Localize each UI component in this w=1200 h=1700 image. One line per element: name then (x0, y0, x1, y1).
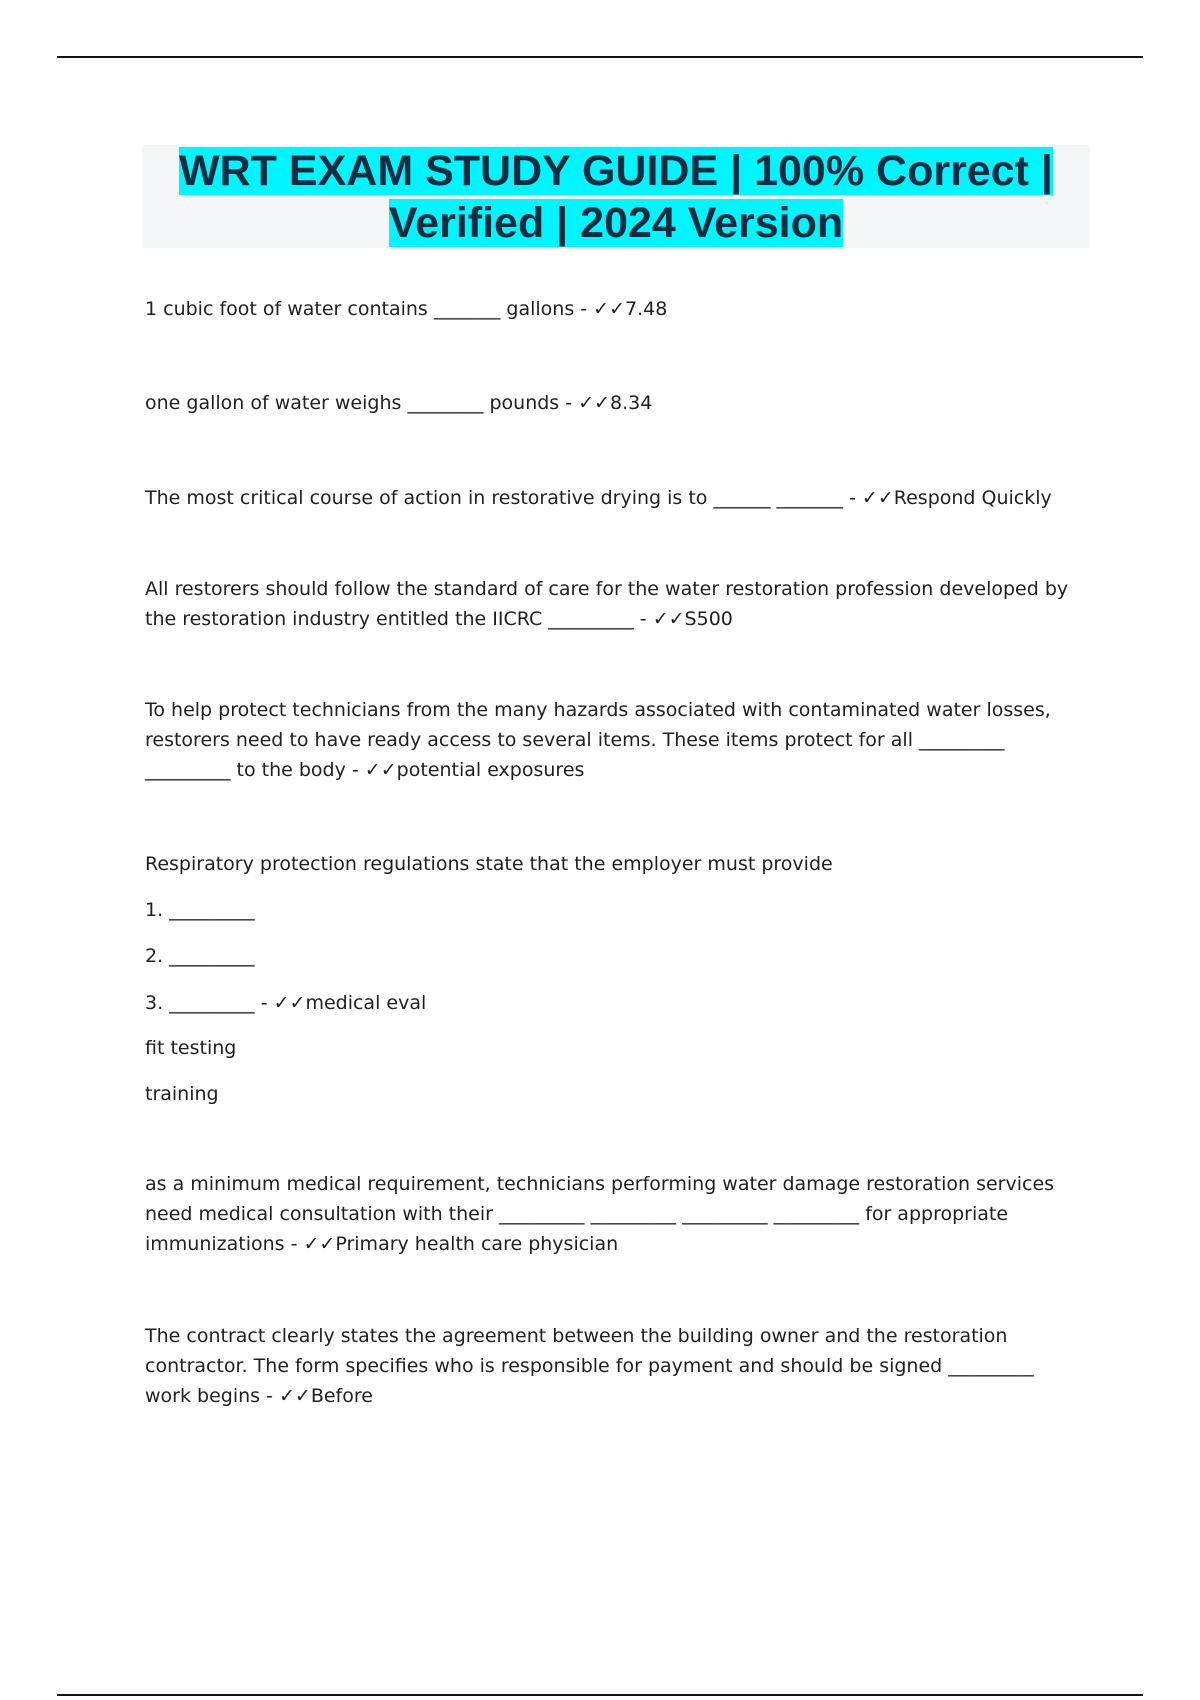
respiratory-line-1: 1. _________ (145, 899, 255, 921)
respiratory-line-5: training (145, 1083, 219, 1105)
question-protection-items: To help protect technicians from the many hazards associated with contaminated water losses, restorers need to have ready access to several items. These items protect for all _________ _________ to the body - ✓✓potential exposures (145, 699, 1051, 781)
question-iicrc-standard: All restorers should follow the standard of care for the water restoration profession developed by the restoration industry entitled the IICRC _________ - ✓✓S500 (145, 578, 1069, 630)
respiratory-line-2: 2. _________ (145, 945, 255, 967)
question-contract-signing: The contract clearly states the agreement between the building owner and the restoration contractor. The form specifies who is responsible for payment and should be signed _________ work begins - ✓✓Before (145, 1325, 1034, 1407)
question-critical-action: The most critical course of action in restorative drying is to ______ _______ - ✓✓Respond Quickly (145, 487, 1052, 509)
question-medical-consultation: as a minimum medical requirement, technicians performing water damage restoration services need medical consultation with their _________ _________ _________ _________ for appropriate immunizations - ✓✓Primary health care physician (145, 1173, 1055, 1255)
question-respiratory-intro: Respiratory protection regulations state that the employer must provide (145, 853, 833, 875)
header-rule (57, 56, 1143, 58)
question-cubic-foot: 1 cubic foot of water contains _______ gallons - ✓✓7.48 (145, 298, 668, 320)
footer-rule (57, 1694, 1143, 1696)
respiratory-line-4: fit testing (145, 1037, 237, 1059)
respiratory-line-3: 3. _________ - ✓✓medical eval (145, 992, 427, 1014)
title-banner (142, 145, 1090, 248)
question-gallon-weight: one gallon of water weighs ________ pounds - ✓✓8.34 (145, 392, 653, 414)
document-title: WRT EXAM STUDY GUIDE | 100% Correct | Verified | 2024 Version (179, 147, 1053, 247)
